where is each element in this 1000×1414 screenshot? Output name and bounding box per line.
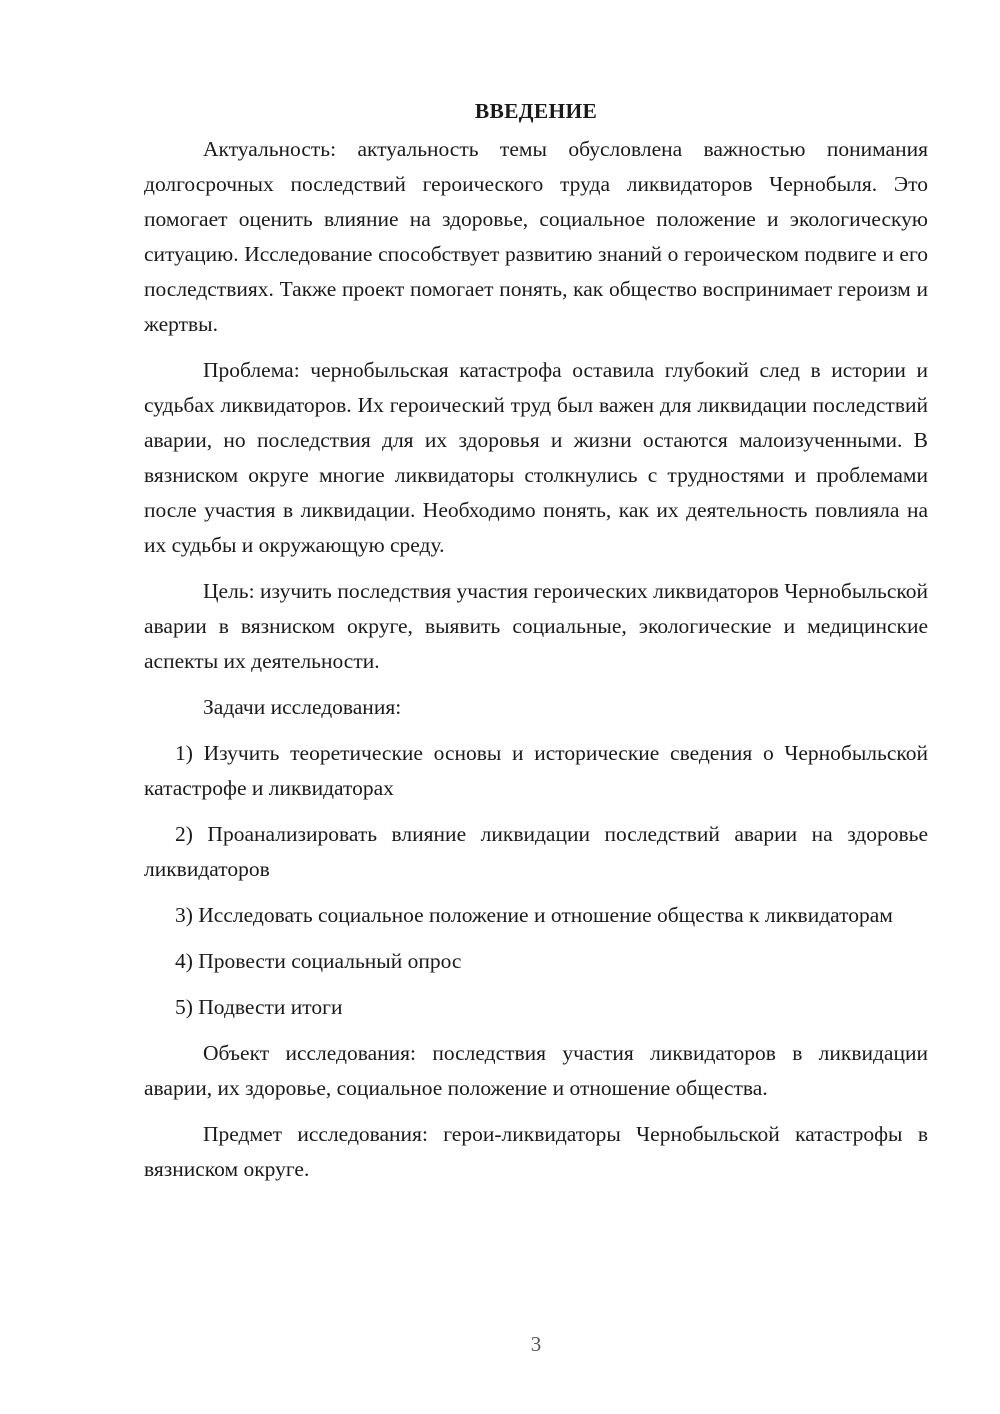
paragraph-object: Объект исследования: последствия участия ликвидаторов в ликвидации аварии, их здоровье, социальное положение и отношение общества. [144, 1041, 928, 1100]
page-content [144, 96, 928, 1187]
task-item-5: 5) Подвести итоги [175, 995, 343, 1019]
tasks-heading: Задачи исследования: [203, 695, 402, 719]
paragraph-problem: Проблема: чернобыльская катастрофа оставила глубокий след в истории и судьбах ликвидаторов. Их героический труд был важен для ликвидации последствий аварии, но последствия для их здоровья и жизни остаются малоизученными. В вязниском округе многие ликвидаторы столкнулись с трудностями и проблемами после участия в ликвидации. Необходимо понять, как их деятельность повлияла на их судьбы и окружающую среду. [144, 358, 928, 557]
section-title: ВВЕДЕНИЕ [474, 99, 598, 123]
task-item-2: 2) Проанализировать влияние ликвидации последствий аварии на здоровье ликвидаторов [144, 822, 928, 881]
task-item-4: 4) Провести социальный опрос [175, 949, 462, 973]
task-item-3: 3) Исследовать социальное положение и отношение общества к ликвидаторам [175, 903, 893, 927]
task-item-1: 1) Изучить теоретические основы и исторические сведения о Чернобыльской катастрофе и ликвидаторах [144, 741, 928, 800]
page-number: 3 [530, 1332, 542, 1356]
paragraph-goal: Цель: изучить последствия участия героических ликвидаторов Чернобыльской аварии в вязниском округе, выявить социальные, экологические и медицинские аспекты их деятельности. [144, 579, 928, 673]
paragraph-relevance: Актуальность: актуальность темы обусловлена важностью понимания долгосрочных последствий героического труда ликвидаторов Чернобыля. Это помогает оценить влияние на здоровье, социальное положение и экологическую ситуацию. Исследование способствует развитию знаний о героическом подвиге и его последствиях. Также проект помогает понять, как общество воспринимает героизм и жертвы. [144, 137, 928, 336]
paragraph-subject: Предмет исследования: герои-ликвидаторы Чернобыльской катастрофы в вязниском округе. [144, 1122, 928, 1181]
